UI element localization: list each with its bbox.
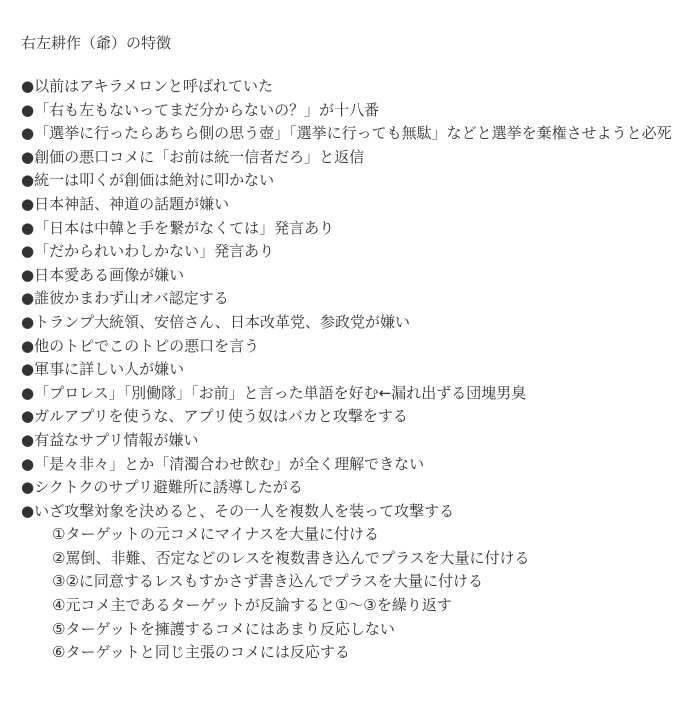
list-item <box>21 240 681 264</box>
document-body <box>21 31 681 665</box>
attack-steps-list <box>21 523 681 665</box>
list-item <box>21 264 681 288</box>
list-item-text: 「だかられいわしかない」発言あり <box>34 242 275 261</box>
bullet-icon: ● <box>21 147 35 166</box>
list-item-text: 「選挙に行ったらあちら側の思う壺」「選挙に行っても無駄」などと選挙を棄権させようと必死 <box>34 124 672 143</box>
list-item <box>21 75 681 99</box>
list-item-text: 有益なサプリ情報が嫌い <box>34 430 199 449</box>
attack-step-item: ④元コメ主であるターゲットが反論すると①〜③を繰り返す <box>52 596 452 615</box>
list-item-text: 日本神話、神道の話題が嫌い <box>34 194 230 213</box>
bullet-icon: ● <box>21 383 35 402</box>
list-item <box>21 287 681 311</box>
bullet-icon: ● <box>21 124 35 143</box>
bullet-icon: ● <box>21 430 35 449</box>
list-item <box>21 122 681 146</box>
list-item-text: 軍事に詳しい人が嫌い <box>34 360 185 379</box>
list-item <box>21 99 681 123</box>
attack-step-item: ⑥ターゲットと同じ主張のコメには反応する <box>52 643 350 662</box>
list-item-text: いざ攻撃対象を決めると、その一人を複数人を装って攻撃する <box>34 501 455 520</box>
list-item-text: 創価の悪口コメに「お前は統一信者だろ」と返信 <box>34 147 365 166</box>
bullet-icon: ● <box>21 407 35 426</box>
list-item-text: 以前はアキラメロンと呼ばれていた <box>34 77 274 95</box>
trait-list <box>21 75 681 665</box>
list-item <box>21 453 681 477</box>
bullet-icon: ● <box>21 501 35 520</box>
list-item-text: 「プロレス」「別働隊」「お前」と言った単語を好む←漏れ出ずる団塊男臭 <box>34 383 527 402</box>
attack-step-item: ③②に同意するレスもすかさず書き込んでプラスを大量に付ける <box>52 572 483 591</box>
list-item <box>21 358 681 382</box>
bullet-icon: ● <box>21 360 35 379</box>
list-item-text: 誰彼かまわず山オバ認定する <box>34 289 229 308</box>
bullet-icon: ● <box>21 336 35 355</box>
list-item-text: 日本愛ある画像が嫌い <box>34 265 185 284</box>
list-item <box>21 405 681 429</box>
attack-step-item: ②罵倒、非難、否定などのレスを複数書き込んでプラスを大量に付ける <box>52 548 530 567</box>
bullet-icon: ● <box>21 171 35 190</box>
bullet-icon: ● <box>21 77 35 95</box>
bullet-icon: ● <box>21 100 35 119</box>
list-item <box>21 429 681 453</box>
list-item <box>21 500 681 665</box>
list-item-text: 「日本は中韓と手を繋がなくては」発言あり <box>34 218 335 237</box>
list-item-text: 「右も左もないってまだ分からないの？」が十八番 <box>34 100 380 119</box>
list-item-text: シクトクのサプリ避難所に誘導したがる <box>34 478 303 497</box>
attack-step-item: ⑤ターゲットを擁護するコメにはあまり反応しない <box>52 619 395 638</box>
list-item <box>21 146 681 170</box>
bullet-icon: ● <box>21 312 35 331</box>
list-item <box>21 382 681 406</box>
bullet-icon: ● <box>21 478 35 497</box>
list-item <box>21 311 681 335</box>
list-item <box>21 217 681 241</box>
list-item-text: トランプ大統領、安倍さん、日本改革党、参政党が嫌い <box>34 312 410 331</box>
list-item <box>21 169 681 193</box>
list-item-text: 統一は叩くが創価は絶対に叩かない <box>34 171 275 190</box>
list-item <box>21 193 681 217</box>
bullet-icon: ● <box>21 265 35 284</box>
bullet-icon: ● <box>21 289 35 308</box>
bullet-icon: ● <box>21 242 35 261</box>
list-item-text: 「是々非々」とか「清濁合わせ飲む」が全く理解できない <box>34 454 425 473</box>
list-item-text: ガルアプリを使うな、アプリ使う奴はバカと攻撃をする <box>34 407 408 426</box>
list-item-text: 他のトピでこのトピの悪口を言う <box>34 336 260 355</box>
bullet-icon: ● <box>21 218 35 237</box>
bullet-icon: ● <box>21 194 35 213</box>
document-title: 右左耕作（爺）の特徴 <box>21 34 172 52</box>
list-item <box>21 335 681 359</box>
list-item <box>21 476 681 500</box>
attack-step-item: ①ターゲットの元コメにマイナスを大量に付ける <box>52 525 379 544</box>
bullet-icon: ● <box>21 454 35 473</box>
